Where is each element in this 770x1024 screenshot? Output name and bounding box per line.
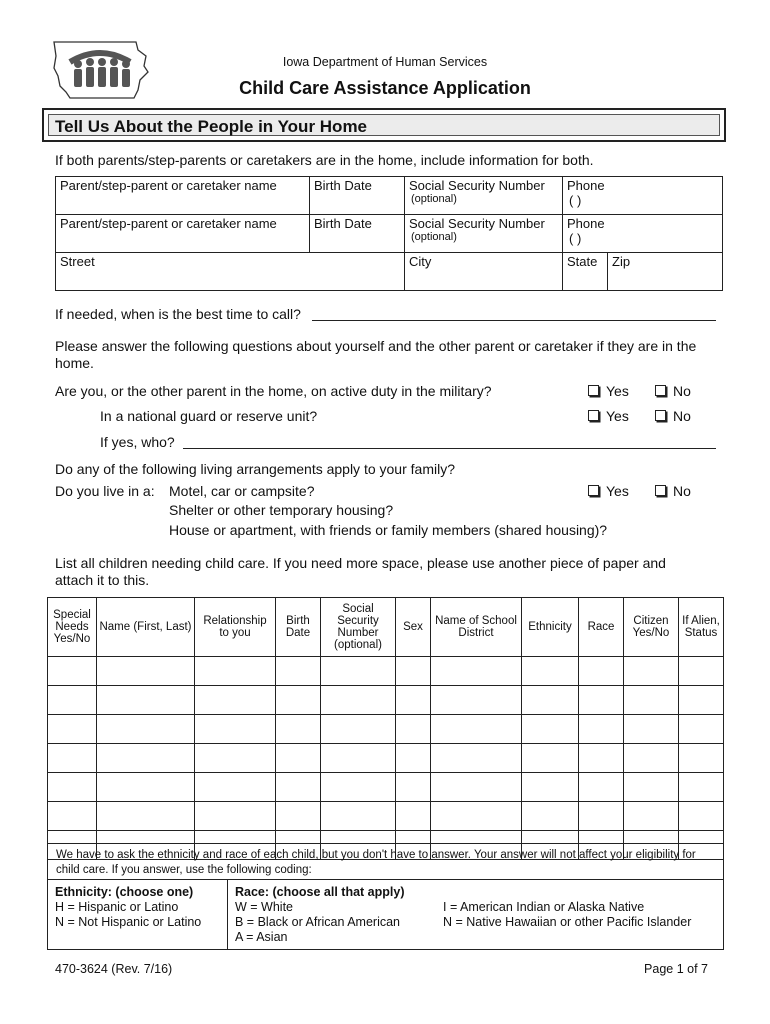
child-cell[interactable] — [321, 802, 396, 831]
col-alien-status: If Alien, Status — [679, 598, 724, 657]
child-cell[interactable] — [679, 657, 724, 686]
child-cell[interactable] — [48, 744, 97, 773]
child-cell[interactable] — [276, 744, 321, 773]
living-question: Do any of the following living arrangements apply to your family? — [55, 461, 455, 477]
child-cell[interactable] — [522, 802, 579, 831]
child-cell[interactable] — [321, 657, 396, 686]
military-no-option[interactable]: No — [655, 383, 691, 399]
ethnicity-hispanic: H = Hispanic or Latino — [55, 900, 179, 914]
best-time-label: If needed, when is the best time to call? — [55, 306, 301, 322]
child-cell[interactable] — [522, 744, 579, 773]
child-row — [48, 715, 724, 744]
child-cell[interactable] — [195, 773, 276, 802]
child-cell[interactable] — [579, 686, 624, 715]
child-row — [48, 686, 724, 715]
parent-info-grid — [55, 176, 723, 291]
child-cell[interactable] — [579, 657, 624, 686]
guard-question: In a national guard or reserve unit? — [100, 408, 318, 424]
parent1-name-field[interactable]: Parent/step-parent or caretaker name — [56, 177, 310, 215]
col-race: Race — [579, 598, 624, 657]
living-yes-option[interactable]: Yes — [588, 483, 629, 499]
child-cell[interactable] — [195, 802, 276, 831]
child-cell[interactable] — [396, 744, 431, 773]
section-title: Tell Us About the People in Your Home — [48, 114, 720, 136]
child-cell[interactable] — [431, 773, 522, 802]
parent2-name-field[interactable]: Parent/step-parent or caretaker name — [56, 215, 310, 253]
child-cell[interactable] — [97, 715, 195, 744]
parent1-ssn-field[interactable]: Social Security Number (optional) — [405, 177, 563, 215]
child-cell[interactable] — [321, 715, 396, 744]
checkbox-icon[interactable] — [588, 410, 599, 421]
child-cell[interactable] — [396, 715, 431, 744]
living-option-motel: Motel, car or campsite? — [169, 483, 315, 499]
child-cell[interactable] — [679, 744, 724, 773]
parent2-phone-field[interactable]: Phone ( ) — [563, 215, 723, 253]
questions-intro: Please answer the following questions about yourself and the other parent or caretaker if they are in the home. — [55, 338, 697, 371]
parent2-birth-field[interactable]: Birth Date — [310, 215, 405, 253]
best-time-input[interactable] — [312, 306, 716, 321]
checkbox-icon[interactable] — [588, 385, 599, 396]
child-cell[interactable] — [679, 773, 724, 802]
col-ssn: Social Security Number (optional) — [321, 598, 396, 657]
child-cell[interactable] — [431, 802, 522, 831]
child-cell[interactable] — [97, 773, 195, 802]
section-header — [42, 108, 726, 142]
col-ethnicity: Ethnicity — [522, 598, 579, 657]
child-cell[interactable] — [431, 686, 522, 715]
ethnicity-not-hispanic: N = Not Hispanic or Latino — [55, 915, 202, 929]
child-cell[interactable] — [624, 686, 679, 715]
race-title: Race: (choose all that apply) — [235, 885, 405, 899]
child-cell[interactable] — [276, 686, 321, 715]
child-cell[interactable] — [396, 657, 431, 686]
child-cell[interactable] — [97, 744, 195, 773]
children-table-body — [48, 657, 724, 860]
child-cell[interactable] — [321, 744, 396, 773]
race-codes — [235, 885, 404, 945]
military-question: Are you, or the other parent in the home, on active duty in the military? — [55, 383, 492, 399]
race-white: W = White — [235, 900, 293, 914]
child-cell[interactable] — [624, 715, 679, 744]
military-yes-option[interactable]: Yes — [588, 383, 629, 399]
col-school-district: Name of School District — [431, 598, 522, 657]
col-sex: Sex — [396, 598, 431, 657]
street-field[interactable]: Street — [56, 253, 405, 291]
child-cell[interactable] — [579, 773, 624, 802]
col-special-needs: Special Needs Yes/No — [48, 598, 97, 657]
checkbox-icon[interactable] — [655, 385, 666, 396]
ethnicity-codes — [48, 880, 228, 949]
child-cell[interactable] — [321, 773, 396, 802]
page-number: Page 1 of 7 — [644, 962, 708, 976]
living-option-shelter: Shelter or other temporary housing? — [169, 502, 394, 518]
race-asian: A = Asian — [235, 930, 288, 944]
child-cell[interactable] — [396, 802, 431, 831]
race-codes-continued — [443, 900, 691, 930]
child-row — [48, 744, 724, 773]
checkbox-icon[interactable] — [655, 485, 666, 496]
form-title: Child Care Assistance Application — [239, 78, 531, 98]
children-intro: List all children needing child care. If you need more space, please use another piece of paper and attach it to this. — [55, 555, 666, 588]
child-cell[interactable] — [276, 715, 321, 744]
guard-yes-option[interactable]: Yes — [588, 408, 629, 424]
child-cell[interactable] — [431, 715, 522, 744]
guard-no-option[interactable]: No — [655, 408, 691, 424]
child-cell[interactable] — [97, 686, 195, 715]
coding-note: We have to ask the ethnicity and race of each child, but you don't have to answer. Your answer will not affect your eligibility for child care. If you answer, use the following coding: — [48, 844, 723, 880]
child-cell[interactable] — [97, 657, 195, 686]
child-cell[interactable] — [48, 715, 97, 744]
living-lead: Do you live in a: — [55, 483, 155, 499]
child-cell[interactable] — [48, 657, 97, 686]
child-cell[interactable] — [396, 686, 431, 715]
coding-box — [47, 843, 724, 950]
child-cell[interactable] — [48, 802, 97, 831]
child-cell[interactable] — [431, 744, 522, 773]
col-birth-date: Birth Date — [276, 598, 321, 657]
child-cell[interactable] — [276, 657, 321, 686]
col-citizen: Citizen Yes/No — [624, 598, 679, 657]
race-american-indian: I = American Indian or Alaska Native — [443, 900, 645, 914]
parent2-ssn-field[interactable]: Social Security Number (optional) — [405, 215, 563, 253]
child-cell[interactable] — [679, 686, 724, 715]
child-cell[interactable] — [624, 773, 679, 802]
child-cell[interactable] — [48, 773, 97, 802]
checkbox-icon[interactable] — [655, 410, 666, 421]
child-cell[interactable] — [431, 657, 522, 686]
child-cell[interactable] — [579, 802, 624, 831]
child-cell[interactable] — [195, 686, 276, 715]
child-cell[interactable] — [679, 802, 724, 831]
child-cell[interactable] — [97, 802, 195, 831]
child-cell[interactable] — [276, 773, 321, 802]
child-cell[interactable] — [396, 773, 431, 802]
child-cell[interactable] — [522, 715, 579, 744]
intro-text: If both parents/step-parents or caretakers are in the home, include information for both. — [55, 152, 594, 168]
child-cell[interactable] — [679, 715, 724, 744]
child-cell[interactable] — [321, 686, 396, 715]
living-no-option[interactable]: No — [655, 483, 691, 499]
race-pacific-islander: N = Native Hawaiian or other Pacific Islander — [443, 915, 692, 929]
zip-field[interactable]: Zip — [608, 253, 723, 291]
child-cell[interactable] — [522, 657, 579, 686]
agency-name: Iowa Department of Human Services — [282, 55, 488, 69]
child-cell[interactable] — [522, 773, 579, 802]
child-cell[interactable] — [624, 744, 679, 773]
city-field[interactable]: City — [405, 253, 563, 291]
children-table — [47, 597, 724, 860]
child-cell[interactable] — [195, 715, 276, 744]
child-cell[interactable] — [624, 657, 679, 686]
state-field[interactable]: State — [563, 253, 608, 291]
child-row — [48, 802, 724, 831]
child-cell[interactable] — [195, 744, 276, 773]
col-name: Name (First, Last) — [97, 598, 195, 657]
who-label: If yes, who? — [100, 434, 175, 450]
form-number: 470-3624 (Rev. 7/16) — [55, 962, 173, 976]
race-black: B = Black or African American — [235, 915, 401, 929]
parent1-birth-field[interactable]: Birth Date — [310, 177, 405, 215]
col-relationship: Relationship to you — [195, 598, 276, 657]
child-cell[interactable] — [522, 686, 579, 715]
child-cell[interactable] — [276, 802, 321, 831]
parent1-phone-field[interactable]: Phone ( ) — [563, 177, 723, 215]
child-row — [48, 657, 724, 686]
who-input[interactable] — [183, 434, 716, 449]
child-cell[interactable] — [195, 657, 276, 686]
child-cell[interactable] — [579, 715, 624, 744]
checkbox-icon[interactable] — [588, 485, 599, 496]
child-cell[interactable] — [624, 802, 679, 831]
child-row — [48, 773, 724, 802]
children-table-header — [48, 598, 724, 657]
child-cell[interactable] — [579, 744, 624, 773]
child-cell[interactable] — [48, 686, 97, 715]
living-option-shared: House or apartment, with friends or family members (shared housing)? — [169, 522, 608, 538]
ethnicity-title: Ethnicity: (choose one) — [55, 885, 194, 899]
